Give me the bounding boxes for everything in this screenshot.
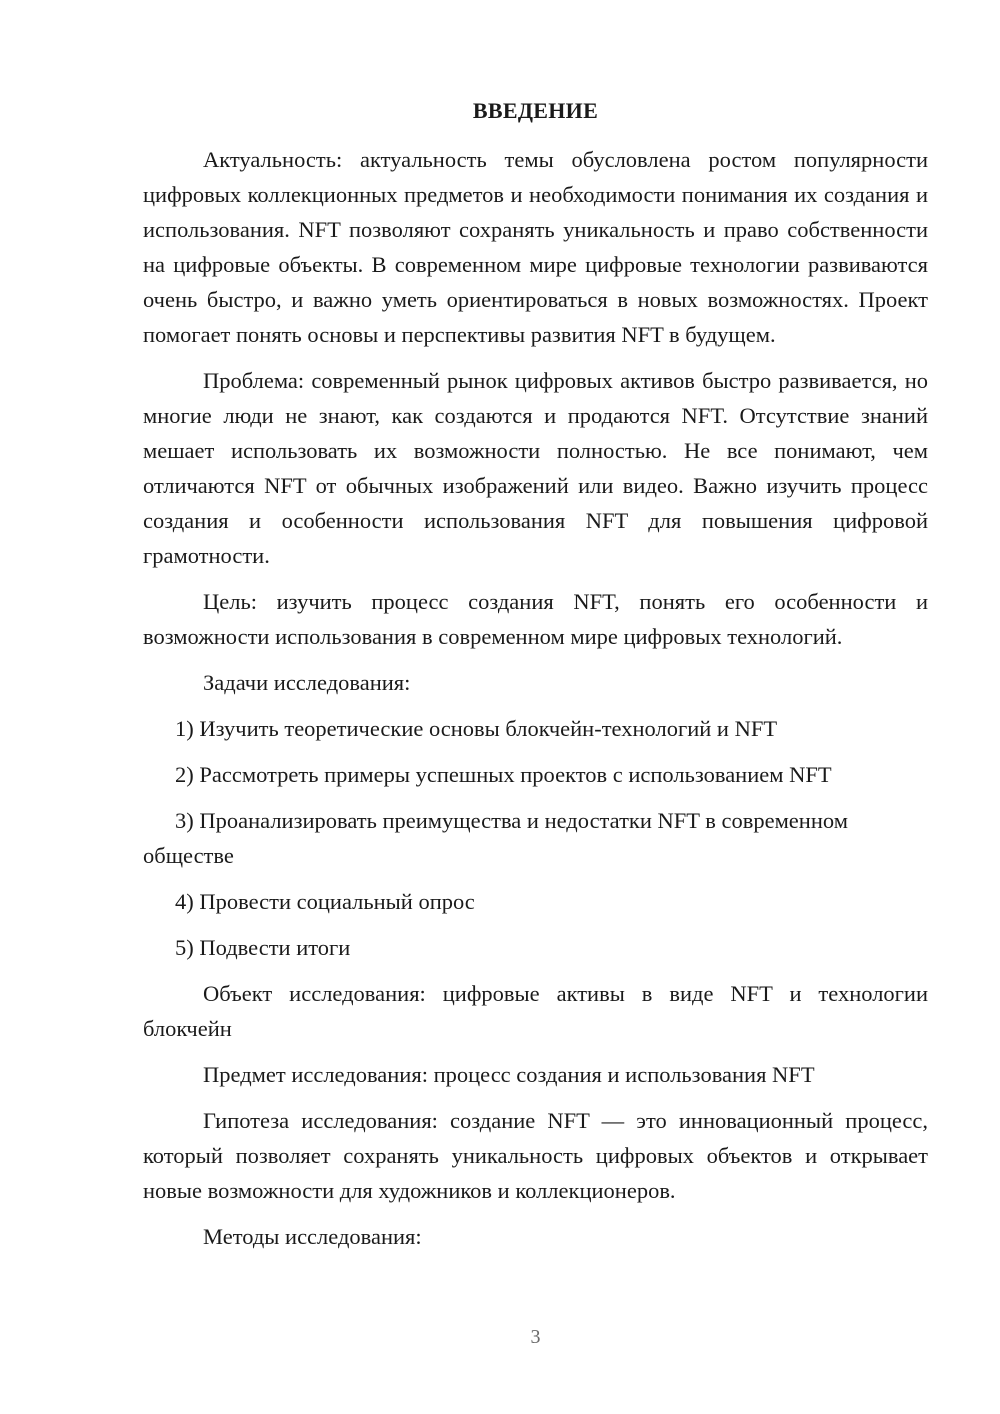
task-item-3: 3) Проанализировать преимущества и недостатки NFT в современном обществе <box>143 808 848 868</box>
task-item-1: 1) Изучить теоретические основы блокчейн-технологий и NFT <box>175 716 778 741</box>
page-number: 3 <box>530 1326 541 1348</box>
methods-title: Методы исследования: <box>203 1224 422 1249</box>
document-body <box>143 142 928 1254</box>
hypothesis-paragraph: Гипотеза исследования: создание NFT — это инновационный процесс, который позволяет сохранять уникальность цифровых объектов и открывает новые возможности для художников и коллекционеров. <box>143 1108 928 1203</box>
task-item-4: 4) Провести социальный опрос <box>175 889 475 914</box>
goal-paragraph: Цель: изучить процесс создания NFT, понять его особенности и возможности использования в современном мире цифровых технологий. <box>143 589 928 649</box>
section-heading: ВВЕДЕНИЕ <box>472 98 599 123</box>
object-paragraph: Объект исследования: цифровые активы в виде NFT и технологии блокчейн <box>143 981 928 1041</box>
task-item-5: 5) Подвести итоги <box>175 935 351 960</box>
document-page <box>143 0 928 1414</box>
relevance-paragraph: Актуальность: актуальность темы обусловлена ростом популярности цифровых коллекционных предметов и необходимости понимания их создания и использования. NFT позволяют сохранять уникальность и право собственности на цифровые объекты. В современном мире цифровые технологии развиваются очень быстро, и важно уметь ориентироваться в новых возможностях. Проект помогает понять основы и перспективы развития NFT в будущем. <box>143 147 928 347</box>
tasks-title: Задачи исследования: <box>203 670 411 695</box>
task-item-2: 2) Рассмотреть примеры успешных проектов с использованием NFT <box>175 762 832 787</box>
problem-paragraph: Проблема: современный рынок цифровых активов быстро развивается, но многие люди не знают, как создаются и продаются NFT. Отсутствие знаний мешает использовать их возможности полностью. Не все понимают, чем отличаются NFT от обычных изображений или видео. Важно изучить процесс создания и особенности использования NFT для повышения цифровой грамотности. <box>143 368 928 568</box>
subject-paragraph: Предмет исследования: процесс создания и использования NFT <box>203 1062 815 1087</box>
